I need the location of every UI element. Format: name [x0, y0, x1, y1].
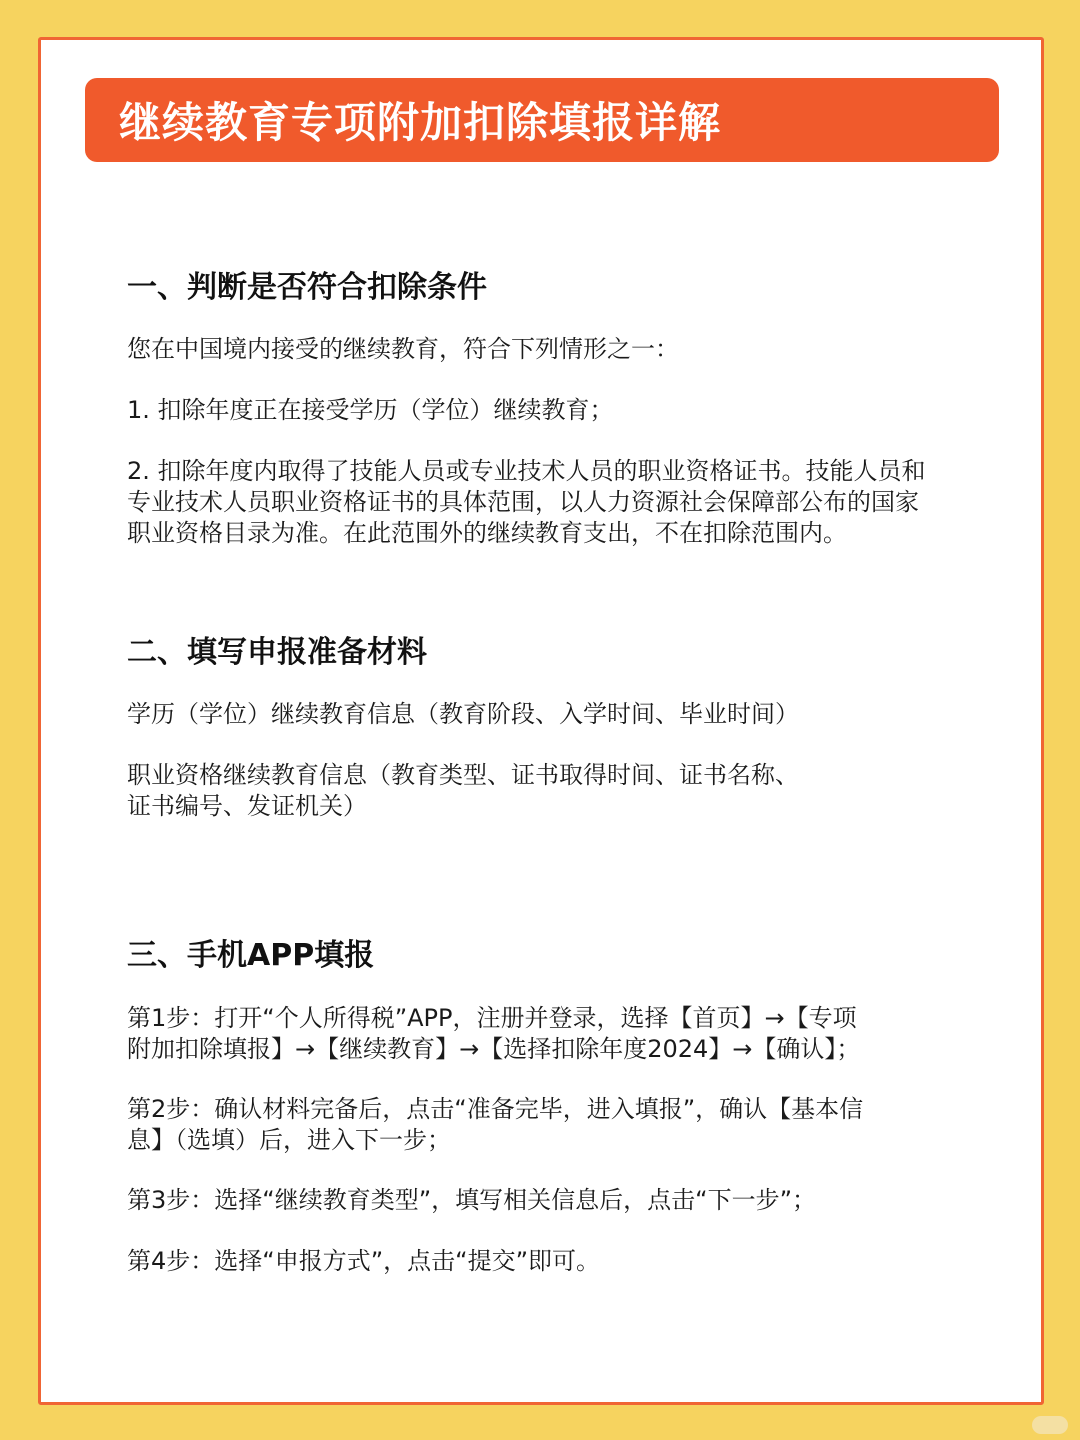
- step-2: [127, 1094, 863, 1156]
- text-line: 证书编号、发证机关）: [127, 792, 367, 820]
- text-line: 第2步：确认材料完备后，点击“准备完毕，进入填报”，确认【基本信: [127, 1095, 864, 1123]
- content-card: [38, 37, 1044, 1405]
- text-line: 职业资格继续教育信息（教育类型、证书取得时间、证书名称、: [127, 761, 799, 789]
- page-title: 继续教育专项附加扣除填报详解: [119, 98, 722, 147]
- section-1-paragraph-1: [127, 334, 679, 365]
- text-line: 1. 扣除年度正在接受学历（学位）继续教育；: [127, 396, 614, 424]
- section-2-paragraph-2: [127, 760, 799, 822]
- text-line: 第4步：选择“申报方式”，点击“提交”即可。: [127, 1247, 601, 1275]
- text-line: 第3步：选择“继续教育类型”，填写相关信息后，点击“下一步”；: [127, 1186, 817, 1214]
- section-3-heading: 三、手机APP填报: [127, 938, 375, 973]
- step-4: [127, 1246, 600, 1277]
- watermark-badge: [1032, 1416, 1068, 1434]
- text-line: 第1步：打开“个人所得税”APP，注册并登录，选择【首页】→【专项: [127, 1004, 857, 1032]
- title-banner: [85, 78, 999, 162]
- text-line: 您在中国境内接受的继续教育，符合下列情形之一：: [127, 335, 679, 363]
- text-line: 专业技术人员职业资格证书的具体范围，以人力资源社会保障部公布的国家: [127, 488, 919, 516]
- step-3: [127, 1185, 816, 1216]
- text-line: 职业资格目录为准。在此范围外的继续教育支出，不在扣除范围内。: [127, 519, 847, 547]
- section-1-heading: 一、判断是否符合扣除条件: [127, 270, 487, 305]
- text-line: 息】（选填）后，进入下一步；: [127, 1126, 451, 1154]
- text-line: 2. 扣除年度内取得了技能人员或专业技术人员的职业资格证书。技能人员和: [127, 457, 926, 485]
- section-1-paragraph-2: [127, 395, 614, 426]
- step-1: [127, 1003, 860, 1065]
- section-2-paragraph-1: [127, 699, 799, 730]
- text-line: 附加扣除填报】→【继续教育】→【选择扣除年度2024】→【确认】；: [127, 1035, 861, 1063]
- section-2-heading: 二、填写申报准备材料: [127, 635, 427, 670]
- section-1-paragraph-3: [127, 456, 926, 549]
- text-line: 学历（学位）继续教育信息（教育阶段、入学时间、毕业时间）: [127, 700, 799, 728]
